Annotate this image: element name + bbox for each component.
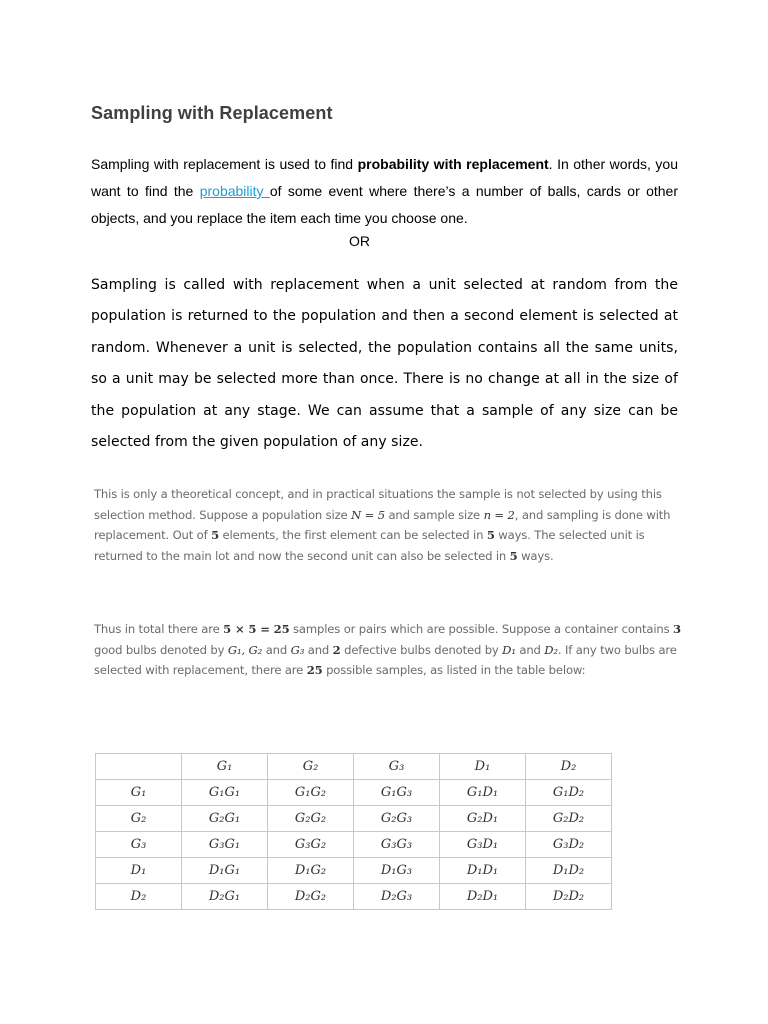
theory-text-3: , and sampling is done with replacement. Out of <box>94 507 671 542</box>
table-row <box>96 858 612 884</box>
table-row <box>96 780 612 806</box>
theory-text-4: elements, the first element can be selected in <box>219 528 487 542</box>
bulbs-text-2: samples or pairs which are possible. Suppose a container contains <box>289 622 674 636</box>
table-header-cell: G₃ <box>354 754 440 780</box>
math-elements-count: 5 <box>211 528 220 542</box>
theory-paragraph <box>94 484 684 566</box>
bulbs-paragraph <box>94 619 684 681</box>
table-header-row <box>96 754 612 780</box>
bulbs-text-8: . If any two bulbs are selected with replacement, there are <box>94 642 677 677</box>
or-separator: OR <box>349 233 370 249</box>
table-cell: G₁D₂ <box>526 780 612 806</box>
table-cell: G₃G₁ <box>182 832 268 858</box>
math-sample-size: n = 2 <box>483 507 515 522</box>
bulbs-text-3: good bulbs denoted by <box>94 642 228 657</box>
row-label-cell: D₂ <box>96 884 182 910</box>
intro-text-2: . In other words, you want to find the <box>91 156 678 199</box>
samples-table <box>95 753 612 910</box>
table-cell: G₁G₂ <box>268 780 354 806</box>
bulbs-text-5: and <box>304 642 333 657</box>
table-cell: G₃G₃ <box>354 832 440 858</box>
table-header-cell: G₁ <box>182 754 268 780</box>
probability-link[interactable]: probability <box>199 183 270 199</box>
table-cell: G₂D₁ <box>440 806 526 832</box>
table-header-cell: D₁ <box>440 754 526 780</box>
table-cell: D₂G₁ <box>182 884 268 910</box>
table-cell: D₁G₃ <box>354 858 440 884</box>
table-header-cell: D₂ <box>526 754 612 780</box>
theory-text-5: ways. The selected unit is returned to the main lot and now the second unit can also be selected in <box>94 528 645 563</box>
page-title: Sampling with Replacement <box>91 103 333 123</box>
theory-text-1: This is only a theoretical concept, and in practical situations the sample is not selected by using this selection method. Suppose a population size <box>94 487 662 522</box>
math-d2: D₂ <box>544 642 558 657</box>
table-cell: G₂D₂ <box>526 806 612 832</box>
table-cell: D₂G₃ <box>354 884 440 910</box>
table-cell: G₁G₁ <box>182 780 268 806</box>
math-d1: D₁ <box>502 642 516 657</box>
table-cell: G₃D₂ <box>526 832 612 858</box>
row-label-cell: G₃ <box>96 832 182 858</box>
intro-bold-term: probability with replacement <box>357 156 549 172</box>
row-label-cell: G₂ <box>96 806 182 832</box>
bulbs-text-7: and <box>515 642 545 657</box>
theory-text-6: ways. <box>517 548 554 563</box>
theory-text-2: and sample size <box>384 507 484 522</box>
math-defective-count: 2 <box>332 642 341 657</box>
table-header-cell: G₂ <box>268 754 354 780</box>
math-first-ways: 5 <box>486 528 495 542</box>
bulbs-text-4: and <box>262 642 291 657</box>
table-cell: D₂G₂ <box>268 884 354 910</box>
table-cell: D₁D₁ <box>440 858 526 884</box>
table-row <box>96 806 612 832</box>
definition-paragraph: Sampling is called with replacement when a unit selected at random from the population is returned to the population and then a second element is selected at random. Whenever a unit is selected, the population contains all the same units, so a unit may be selected more than once. There is no change at all in the size of the population at any stage. We can assume that a sample of any size can be selected from the given population of any size. <box>91 277 678 451</box>
math-possible-samples: 25 <box>306 663 323 677</box>
table-row <box>96 832 612 858</box>
table-cell: G₁D₁ <box>440 780 526 806</box>
table-cell: D₂D₁ <box>440 884 526 910</box>
bulbs-text-9: possible samples, as listed in the table below: <box>322 663 586 677</box>
math-second-ways: 5 <box>509 548 518 563</box>
table-cell: G₂G₂ <box>268 806 354 832</box>
math-g1-g2: G₁, G₂ <box>227 642 263 657</box>
table-cell: D₂D₂ <box>526 884 612 910</box>
math-g3: G₃ <box>290 642 305 657</box>
table-cell: D₁D₂ <box>526 858 612 884</box>
intro-paragraph <box>91 151 678 232</box>
row-label-cell: D₁ <box>96 858 182 884</box>
table-cell: G₂G₃ <box>354 806 440 832</box>
table-cell: G₁G₃ <box>354 780 440 806</box>
table-cell: G₃D₁ <box>440 832 526 858</box>
table-header-cell <box>96 754 182 780</box>
table-cell: D₁G₂ <box>268 858 354 884</box>
table-row <box>96 884 612 910</box>
table-cell: G₂G₁ <box>182 806 268 832</box>
math-population-size: N = 5 <box>351 507 385 522</box>
table-cell: D₁G₁ <box>182 858 268 884</box>
math-good-count: 3 <box>673 622 681 636</box>
math-total-samples: 5 × 5 = 25 <box>223 622 290 636</box>
bulbs-text-1: Thus in total there are <box>94 622 224 636</box>
intro-text-1: Sampling with replacement is used to find <box>91 156 358 172</box>
bulbs-text-6: defective bulbs denoted by <box>340 642 503 657</box>
table-cell: G₃G₂ <box>268 832 354 858</box>
row-label-cell: G₁ <box>96 780 182 806</box>
intro-text-3: of some event where there’s a number of balls, cards or other objects, and you replace the item each time you choose one. <box>91 183 679 226</box>
